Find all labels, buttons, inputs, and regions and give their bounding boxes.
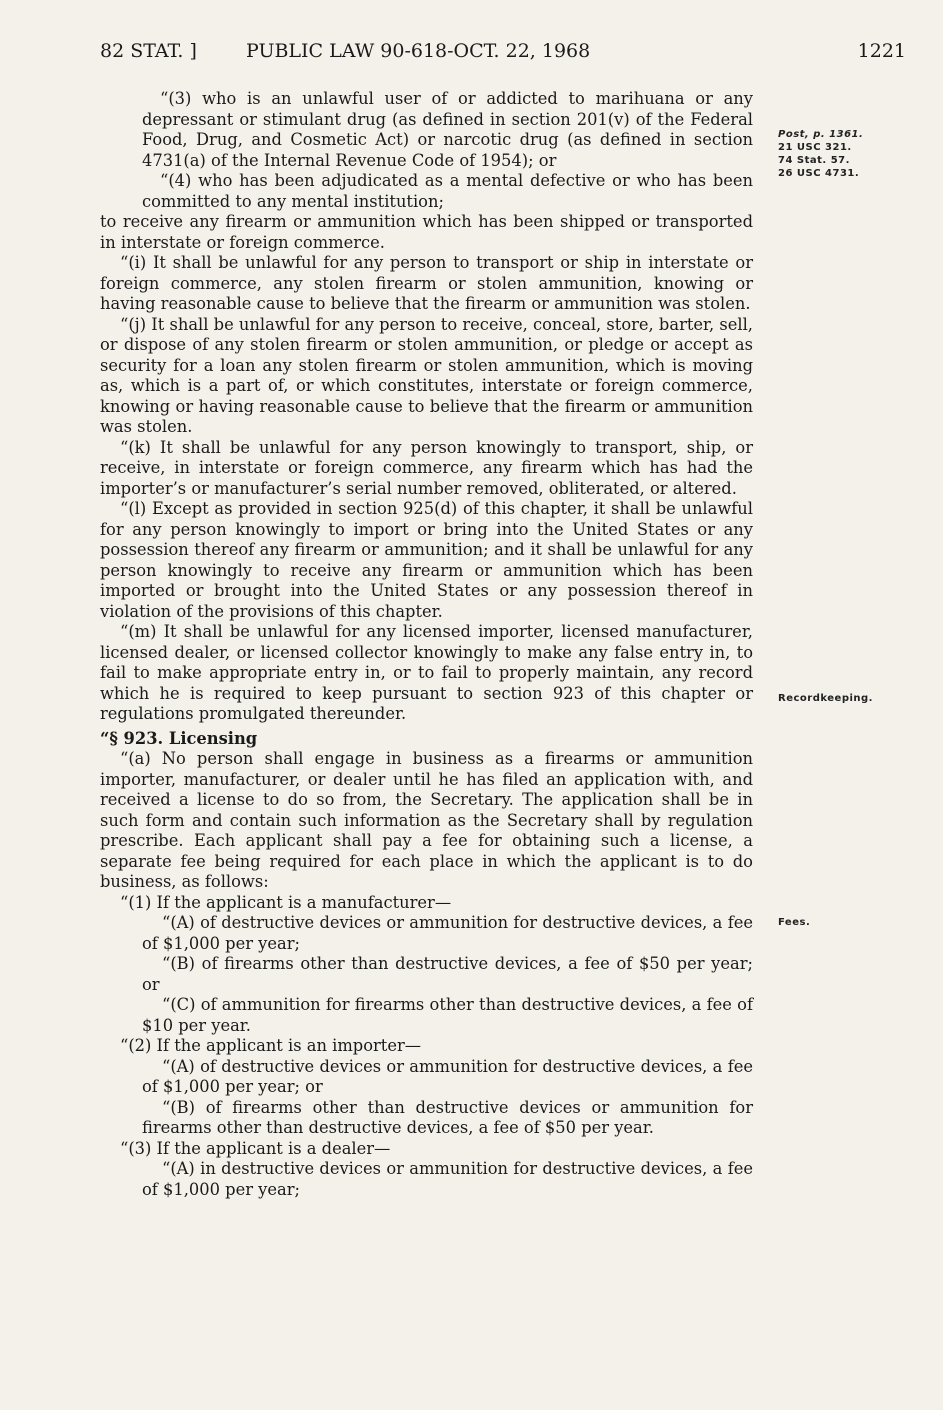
paragraph-2-importer: “(2) If the applicant is an importer— (120, 1036, 422, 1055)
section-923-heading: “§ 923. Licensing (100, 728, 258, 748)
subsection-923-a: “(a) No person shall engage in business as a firearms or ammunition importer, manufacturer, or dealer until he has filed an application with, and received a license to do so from, the Secretary. The application shall be in such form and contain such information as the Secretary shall by regulation prescribe. Each applicant shall pay a fee for obtaining such a license, a separate fee being required for each place in which the applicant is to do business, as follows: (100, 749, 753, 891)
paragraph-4-mental-defective: “(4) who has been adjudicated as a mental defective or who has been committed to any mental institution; (142, 171, 753, 211)
importer-a: “(A) of destructive devices or ammunition for destructive devices, a fee of $1,000 per year; or (142, 1056, 753, 1096)
margin-recordkeeping: Recordkeeping. (778, 693, 873, 704)
page-header (100, 40, 906, 68)
citation-26-usc: 26 USC 4731. (778, 168, 860, 179)
dealer-a: “(A) in destructive devices or ammunition for destructive devices, a fee of $1,000 per year; (142, 1159, 753, 1199)
page-number: 1221 (857, 40, 906, 62)
statute-volume: 82 STAT. ] (100, 40, 197, 62)
subsection-i: “(i) It shall be unlawful for any person to transport or ship in interstate or foreign commerce, any stolen firearm or stolen ammunition, knowing or having reasonable cause to believe that the firearm or ammunition was stolen. (100, 253, 753, 313)
importer-b: “(B) of firearms other than destructive devices or ammunition for firearms other than destructive devices, a fee of $50 per year. (142, 1097, 753, 1137)
paragraph-1-manufacturer: “(1) If the applicant is a manufacturer— (120, 892, 452, 912)
subsection-l: “(l) Except as provided in section 925(d) of this chapter, it shall be unlawful for any person knowingly to import or bring into the United States or any possession thereof any firearm or ammunition; and it shall be unlawful for any person knowingly to receive any firearm or ammunition which has been imported or brought into the United States or any possession thereof in violation of the provisions of this chapter. (100, 499, 753, 621)
paragraph-3-drug-users: “(3) who is an unlawful user of or addicted to marihuana or any depressant or stimulant drug (as defined in section 201(v) of the Federal Food, Drug, and Cosmetic Act) or narcotic drug (as defined in section 4731(a) of the Internal Revenue Code of 1954); or (142, 89, 753, 170)
law-text (100, 89, 753, 1200)
running-title: PUBLIC LAW 90-618-OCT. 22, 1968 (246, 40, 591, 62)
subsection-m: “(m) It shall be unlawful for any licensed importer, licensed manufacturer, licensed dealer, or licensed collector knowingly to make any false entry in, to fail to make appropriate entry in, or to fail to properly maintain, any record which he is required to keep pursuant to section 923 of this chapter or regulations promulgated thereunder. (100, 622, 753, 723)
manufacturer-b: “(B) of firearms other than destructive devices, a fee of $50 per year; or (142, 954, 753, 994)
citation-post: Post, p. 1361. (778, 129, 864, 140)
citation-21-usc: 21 USC 321. (778, 142, 852, 153)
paragraph-3-dealer: “(3) If the applicant is a dealer— (120, 1138, 391, 1158)
paragraph-receive-clause: to receive any firearm or ammunition which has been shipped or transported in interstate or foreign commerce. (100, 212, 753, 252)
citation-74-stat: 74 Stat. 57. (778, 155, 850, 166)
manufacturer-a: “(A) of destructive devices or ammunition for destructive devices, a fee of $1,000 per year; (142, 913, 753, 953)
subsection-k: “(k) It shall be unlawful for any person knowingly to transport, ship, or receive, in interstate or foreign commerce, any firearm which has had the importer’s or manufacturer’s serial number removed, obliterated, or altered. (100, 437, 753, 498)
manufacturer-c: “(C) of ammunition for firearms other than destructive devices, a fee of $10 per year. (142, 995, 753, 1035)
margin-citations (778, 128, 928, 180)
subsection-j: “(j) It shall be unlawful for any person to receive, conceal, store, barter, sell, or dispose of any stolen firearm or stolen ammunition, or pledge or accept as security for a loan any stolen firearm or stolen ammunition, which is moving as, which is a part of, or which constitutes, interstate or foreign commerce, knowing or having reasonable cause to believe that the firearm or ammunition was stolen. (100, 314, 753, 436)
margin-fees: Fees. (778, 917, 811, 928)
